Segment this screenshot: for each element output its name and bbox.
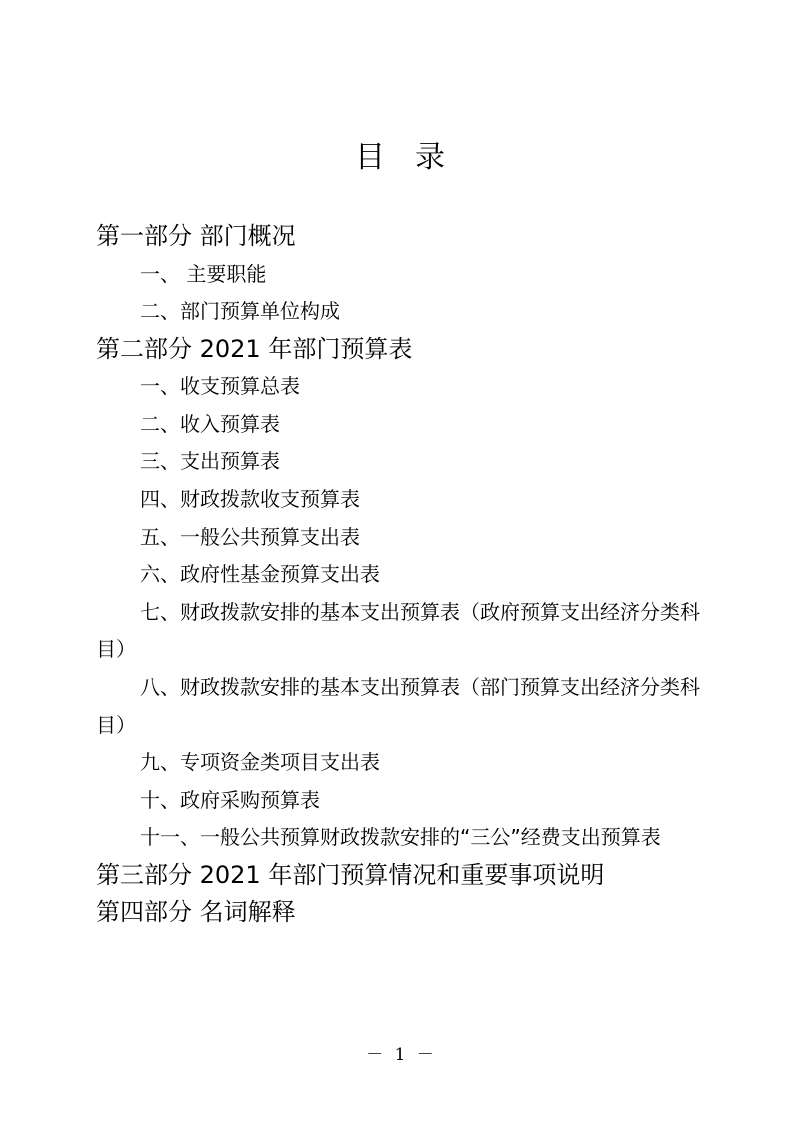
toc-item[interactable]: 七、财政拨款安排的基本支出预算表（政府预算支出经济分类科目） xyxy=(96,599,700,662)
toc-item[interactable]: 二、收入预算表 xyxy=(140,411,280,436)
toc-item[interactable]: 四、财政拨款收支预算表 xyxy=(140,486,360,511)
toc-item[interactable]: 三、支出预算表 xyxy=(140,449,280,474)
toc-part-4[interactable]: 第四部分 名词解释 xyxy=(96,898,296,927)
toc-item[interactable]: 五、一般公共预算支出表 xyxy=(140,524,360,549)
toc-item[interactable]: 十、政府采购预算表 xyxy=(140,787,320,812)
toc-part-1[interactable]: 第一部分 部门概况 xyxy=(96,222,296,250)
toc-part-3[interactable]: 第三部分 2021 年部门预算情况和重要事项说明 xyxy=(96,860,605,889)
page-number: － 1 － xyxy=(366,1045,434,1065)
toc-item[interactable]: 一、收支预算总表 xyxy=(140,374,300,399)
toc-item[interactable]: 二、部门预算单位构成 xyxy=(140,299,340,324)
toc-part-2[interactable]: 第二部分 2021 年部门预算表 xyxy=(96,334,413,363)
toc-item[interactable]: 一、 主要职能 xyxy=(140,261,267,286)
page-title: 目录 xyxy=(355,140,475,175)
toc-item[interactable]: 六、政府性基金预算支出表 xyxy=(140,562,380,587)
table-of-contents xyxy=(96,218,716,932)
toc-item[interactable]: 十一、一般公共预算财政拨款安排的“三公”经费支出预算表 xyxy=(140,825,661,850)
toc-item[interactable]: 八、财政拨款安排的基本支出预算表（部门预算支出经济分类科目） xyxy=(96,674,700,737)
toc-item[interactable]: 九、专项资金类项目支出表 xyxy=(140,750,380,775)
